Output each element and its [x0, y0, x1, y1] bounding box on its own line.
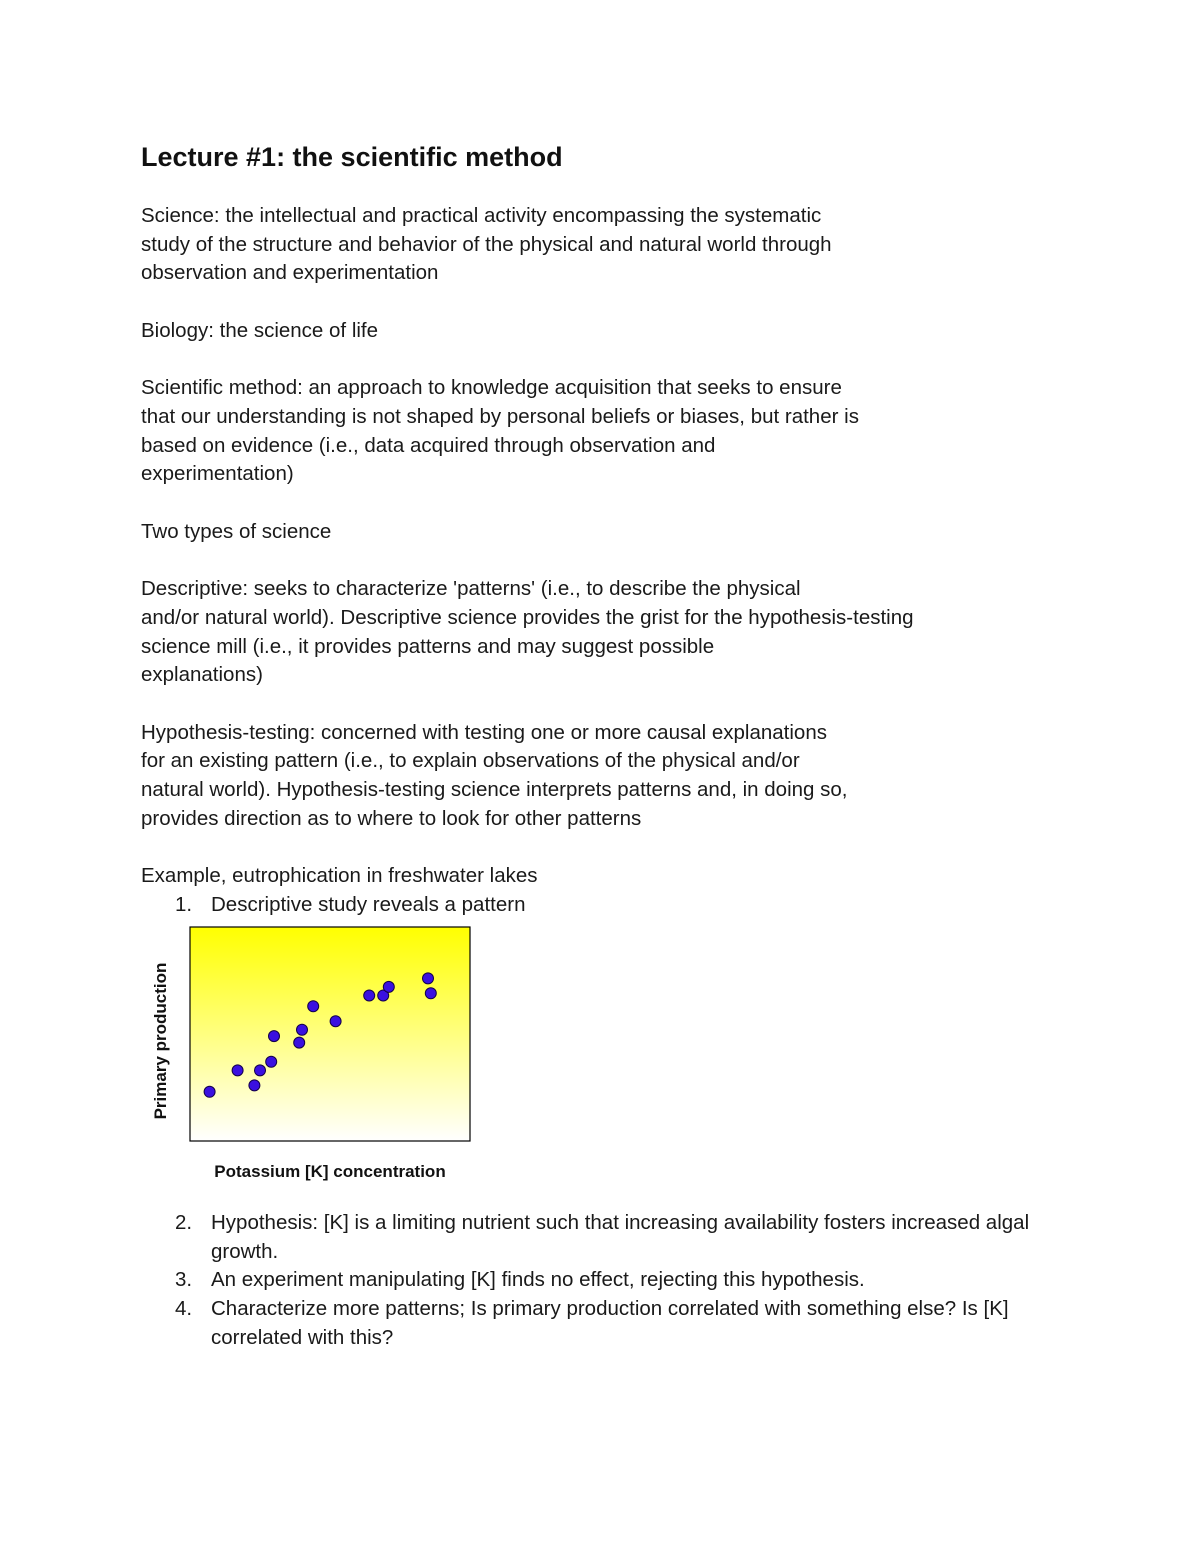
text-line: study of the structure and behavior of the physical and natural world through: [141, 232, 832, 256]
text-line: science mill (i.e., it provides patterns and may suggest possible: [141, 634, 715, 658]
text-line: based on evidence (i.e., data acquired through observation and: [141, 433, 716, 457]
steps-list: [141, 891, 1071, 920]
science-definition: [141, 202, 1071, 288]
text-line: natural world). Hypothesis-testing science interprets patterns and, in doing so,: [141, 777, 848, 801]
list-text: Characterize more patterns; Is primary production correlated with something else? Is [K] correlated with this?: [211, 1297, 1009, 1349]
list-number: 2.: [175, 1211, 193, 1235]
list-text: An experiment manipulating [K] finds no effect, rejecting this hypothesis.: [211, 1268, 865, 1292]
two-types-heading: Two types of science: [141, 519, 332, 543]
data-point: [294, 1037, 305, 1048]
document-page: [141, 140, 1071, 1352]
list-text: Descriptive study reveals a pattern: [211, 892, 526, 916]
list-text: Hypothesis: [K] is a limiting nutrient such that increasing availability fosters increased algal growth.: [211, 1211, 1030, 1263]
list-number: 3.: [175, 1268, 193, 1292]
text-line: that our understanding is not shaped by personal beliefs or biases, but rather is: [141, 404, 859, 428]
list-number: 4.: [175, 1297, 193, 1321]
data-point: [383, 982, 394, 993]
text-line: for an existing pattern (i.e., to explain observations of the physical and/or: [141, 749, 800, 773]
list-item: [141, 1209, 1071, 1266]
data-point: [266, 1057, 277, 1068]
data-point: [297, 1024, 308, 1035]
text-line: Hypothesis-testing: concerned with testing one or more causal explanations: [141, 720, 827, 744]
page-title: Lecture #1: the scientific method: [141, 142, 563, 172]
data-point: [308, 1001, 319, 1012]
y-axis-label: Primary production: [151, 962, 170, 1120]
text-line: provides direction as to where to look for other patterns: [141, 806, 642, 830]
data-point: [255, 1065, 266, 1076]
text-line: experimentation): [141, 462, 294, 486]
list-item: [141, 1266, 1071, 1295]
scatter-chart: [146, 925, 486, 1195]
list-item: [141, 891, 1071, 920]
data-point: [249, 1080, 260, 1091]
plot-area: [190, 927, 470, 1141]
descriptive-definition: [141, 575, 1071, 689]
hypothesis-testing-definition: [141, 719, 1071, 833]
list-item: [141, 1295, 1071, 1352]
steps-list-continued: [141, 1209, 1071, 1352]
example-heading: Example, eutrophication in freshwater lakes: [141, 864, 538, 888]
data-point: [423, 973, 434, 984]
text-line: Science: the intellectual and practical activity encompassing the systematic: [141, 204, 822, 227]
text-line: Descriptive: seeks to characterize 'patterns' (i.e., to describe the physical: [141, 577, 801, 601]
scientific-method-definition: [141, 374, 1071, 488]
data-point: [425, 988, 436, 999]
text-line: explanations): [141, 663, 263, 687]
text-line: Scientific method: an approach to knowledge acquisition that seeks to ensure: [141, 376, 842, 400]
list-number: 1.: [175, 892, 193, 916]
data-point: [204, 1087, 215, 1098]
x-axis-label: Potassium [K] concentration: [214, 1162, 446, 1182]
biology-definition: Biology: the science of life: [141, 318, 379, 342]
data-point: [232, 1065, 243, 1076]
data-point: [364, 990, 375, 1001]
text-line: and/or natural world). Descriptive science provides the grist for the hypothesis-testing: [141, 605, 914, 629]
data-point: [269, 1031, 280, 1042]
data-point: [330, 1016, 341, 1027]
text-line: observation and experimentation: [141, 261, 439, 285]
chart-svg: [146, 925, 486, 1195]
